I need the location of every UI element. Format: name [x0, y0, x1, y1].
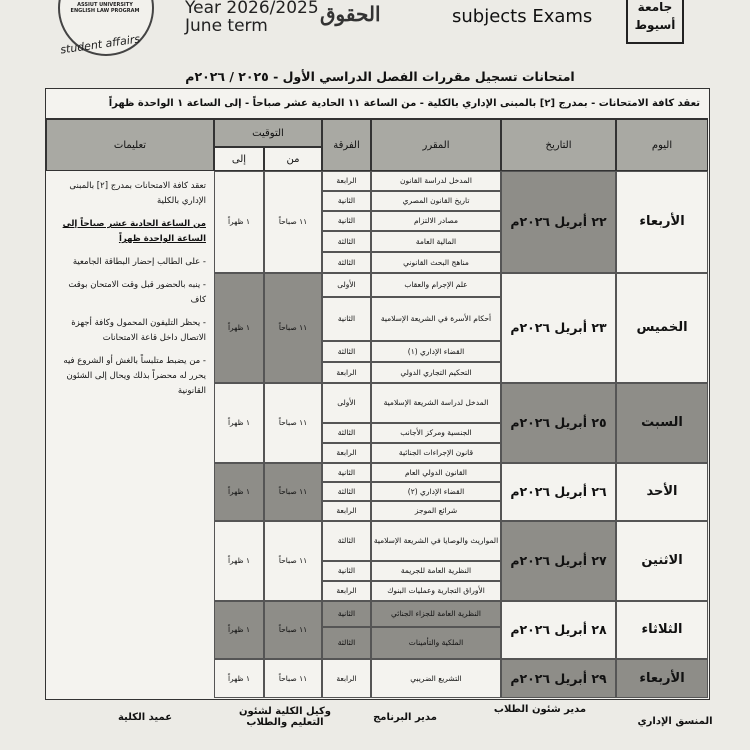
time-from-cell: ١١ صباحاً [264, 463, 322, 521]
course-cell: المدخل لدراسة الشريعة الإسلامية [371, 383, 501, 423]
time-from-cell: ١١ صباحاً [264, 273, 322, 383]
course-cell: تاريخ القانون المصري [371, 191, 501, 211]
course-cell: النظرية العامة للجريمة [371, 561, 501, 581]
level-cell: الرابعة [322, 443, 371, 463]
level-cell: الرابعة [322, 171, 371, 191]
date-cell: ٢٣ أبريل ٢٠٢٦م [501, 273, 616, 383]
level-cell: الثالثة [322, 627, 371, 659]
time-from-cell: ١١ صباحاً [264, 171, 322, 273]
level-cell: الثانية [322, 211, 371, 231]
level-cell: الأولى [322, 383, 371, 423]
header-course: المقرر [371, 119, 501, 171]
date-cell: ٢٩ أبريل ٢٠٢٦م [501, 659, 616, 698]
header-day: اليوم [616, 119, 708, 171]
signature-program-director: مدير البرنامج [373, 712, 437, 723]
seal-text: ASSIUT UNIVERSITY ENGLISH LAW PROGRAM [70, 2, 140, 14]
date-cell: ٢٧ أبريل ٢٠٢٦م [501, 521, 616, 601]
academic-year: Year 2026/2025 [185, 0, 319, 18]
date-cell: ٢٨ أبريل ٢٠٢٦م [501, 601, 616, 659]
level-cell: الثانية [322, 191, 371, 211]
day-cell: الأربعاء [616, 171, 708, 273]
course-cell: القضاء الإداري (٢) [371, 482, 501, 501]
level-cell: الثالثة [322, 521, 371, 561]
time-to-cell: ١ ظهراً [214, 601, 264, 659]
course-cell: علم الإجرام والعقاب [371, 273, 501, 297]
header-to: إلى [214, 147, 264, 171]
level-cell: الرابعة [322, 501, 371, 521]
table-notice: تعقد كافة الامتحانات - بمدرج [٢] بالمبنى الإداري بالكلية - من الساعة ١١ الحادية عشر صباحاً - إلى الساعة ١ الواحدة ظهراً [46, 89, 708, 119]
level-cell: الأولى [322, 273, 371, 297]
date-cell: ٢٥ أبريل ٢٠٢٦م [501, 383, 616, 463]
subjects-exams-label: subjects Exams [452, 6, 593, 27]
time-to-cell: ١ ظهراً [214, 521, 264, 601]
course-cell: الملكية والتأمينات [371, 627, 501, 659]
signature-student-affairs: مدير شئون الطلاب [493, 704, 587, 715]
time-to-cell: ١ ظهراً [214, 383, 264, 463]
level-cell: الثانية [322, 561, 371, 581]
time-to-cell: ١ ظهراً [214, 273, 264, 383]
day-cell: الأحد [616, 463, 708, 521]
course-cell: المواريث والوصايا في الشريعة الإسلامية [371, 521, 501, 561]
level-cell: الثالثة [322, 341, 371, 362]
level-cell: الثانية [322, 297, 371, 341]
course-cell: القانون الدولي العام [371, 463, 501, 482]
header-timing: التوقيت [214, 119, 322, 147]
level-cell: الثالثة [322, 423, 371, 443]
day-cell: الاثنين [616, 521, 708, 601]
signature-admin-coordinator: المنسق الإداري [637, 716, 713, 727]
level-cell: الثانية [322, 463, 371, 482]
header-from: من [264, 147, 322, 171]
course-cell: التحكيم التجاري الدولي [371, 362, 501, 383]
time-from-cell: ١١ صباحاً [264, 521, 322, 601]
instruction-line: - يحظر التليفون المحمول وكافة أجهزة الاتصال داخل قاعة الامتحانات [71, 318, 206, 343]
time-to-cell: ١ ظهراً [214, 463, 264, 521]
date-cell: ٢٢ أبريل ٢٠٢٦م [501, 171, 616, 273]
day-cell: الخميس [616, 273, 708, 383]
header-instructions: تعليمات [46, 119, 214, 171]
signature-vice-dean: وكيل الكلية لشئون التعليم والطلاب [238, 706, 332, 728]
course-cell: قانون الإجراءات الجنائية [371, 443, 501, 463]
level-cell: الثالثة [322, 252, 371, 273]
course-cell: أحكام الأسرة في الشريعة الإسلامية [371, 297, 501, 341]
day-cell: الثلاثاء [616, 601, 708, 659]
level-cell: الثانية [322, 601, 371, 627]
term-label: June term [185, 16, 268, 36]
time-from-cell: ١١ صباحاً [264, 659, 322, 698]
course-cell: الأوراق التجارية وعمليات البنوك [371, 581, 501, 601]
course-cell: الجنسية ومركز الأجانب [371, 423, 501, 443]
page-title: امتحانات تسجيل مقررات الفصل الدراسي الأول - ٢٠٢٥ / ٢٠٢٦م [185, 69, 575, 84]
instruction-line: - على الطالب إحضار البطاقة الجامعية [72, 257, 206, 267]
day-cell: السبت [616, 383, 708, 463]
page-header [0, 0, 750, 62]
level-cell: الثالثة [322, 231, 371, 252]
course-cell: مناهج البحث القانوني [371, 252, 501, 273]
instructions-list [52, 179, 206, 407]
time-from-cell: ١١ صباحاً [264, 383, 322, 463]
exam-schedule-table [45, 88, 710, 700]
instruction-line: من الساعة الحادية عشر صباحاً إلى الساعة الواحدة ظهراً [62, 219, 206, 244]
course-cell: التشريع الضريبي [371, 659, 501, 698]
date-cell: ٢٦ أبريل ٢٠٢٦م [501, 463, 616, 521]
course-cell: المالية العامة [371, 231, 501, 252]
university-logo: جامعة أسيوط [626, 0, 684, 44]
time-to-cell: ١ ظهراً [214, 659, 264, 698]
course-cell: مصادر الالتزام [371, 211, 501, 231]
header-date: التاريخ [501, 119, 616, 171]
time-to-cell: ١ ظهراً [214, 171, 264, 273]
faculty-arabic-logo: الحقوق [320, 2, 381, 26]
level-cell: الرابعة [322, 362, 371, 383]
header-level: الفرقة [322, 119, 371, 171]
student-affairs-label: student affairs [59, 32, 141, 57]
course-cell: النظرية العامة للجزاء الجنائي [371, 601, 501, 627]
course-cell: شرائع الموجز [371, 501, 501, 521]
course-cell: المدخل لدراسة القانون [371, 171, 501, 191]
instruction-line: - ينبه بالحضور قبل وقت الامتحان بوقت كاف [68, 280, 206, 305]
day-cell: الأربعاء [616, 659, 708, 698]
time-from-cell: ١١ صباحاً [264, 601, 322, 659]
instruction-line: تعقد كافة الامتحانات بمدرج [٢] بالمبنى الإداري بالكلية [69, 181, 206, 206]
course-cell: القضاء الإداري (١) [371, 341, 501, 362]
instruction-line: - من يضبط متلبساً بالغش أو الشروع فيه يحرر له محضراً بذلك ويحال إلى الشئون القانونية [63, 356, 206, 396]
level-cell: الثالثة [322, 482, 371, 501]
level-cell: الرابعة [322, 581, 371, 601]
level-cell: الرابعة [322, 659, 371, 698]
signature-dean: عميد الكلية [117, 712, 173, 723]
